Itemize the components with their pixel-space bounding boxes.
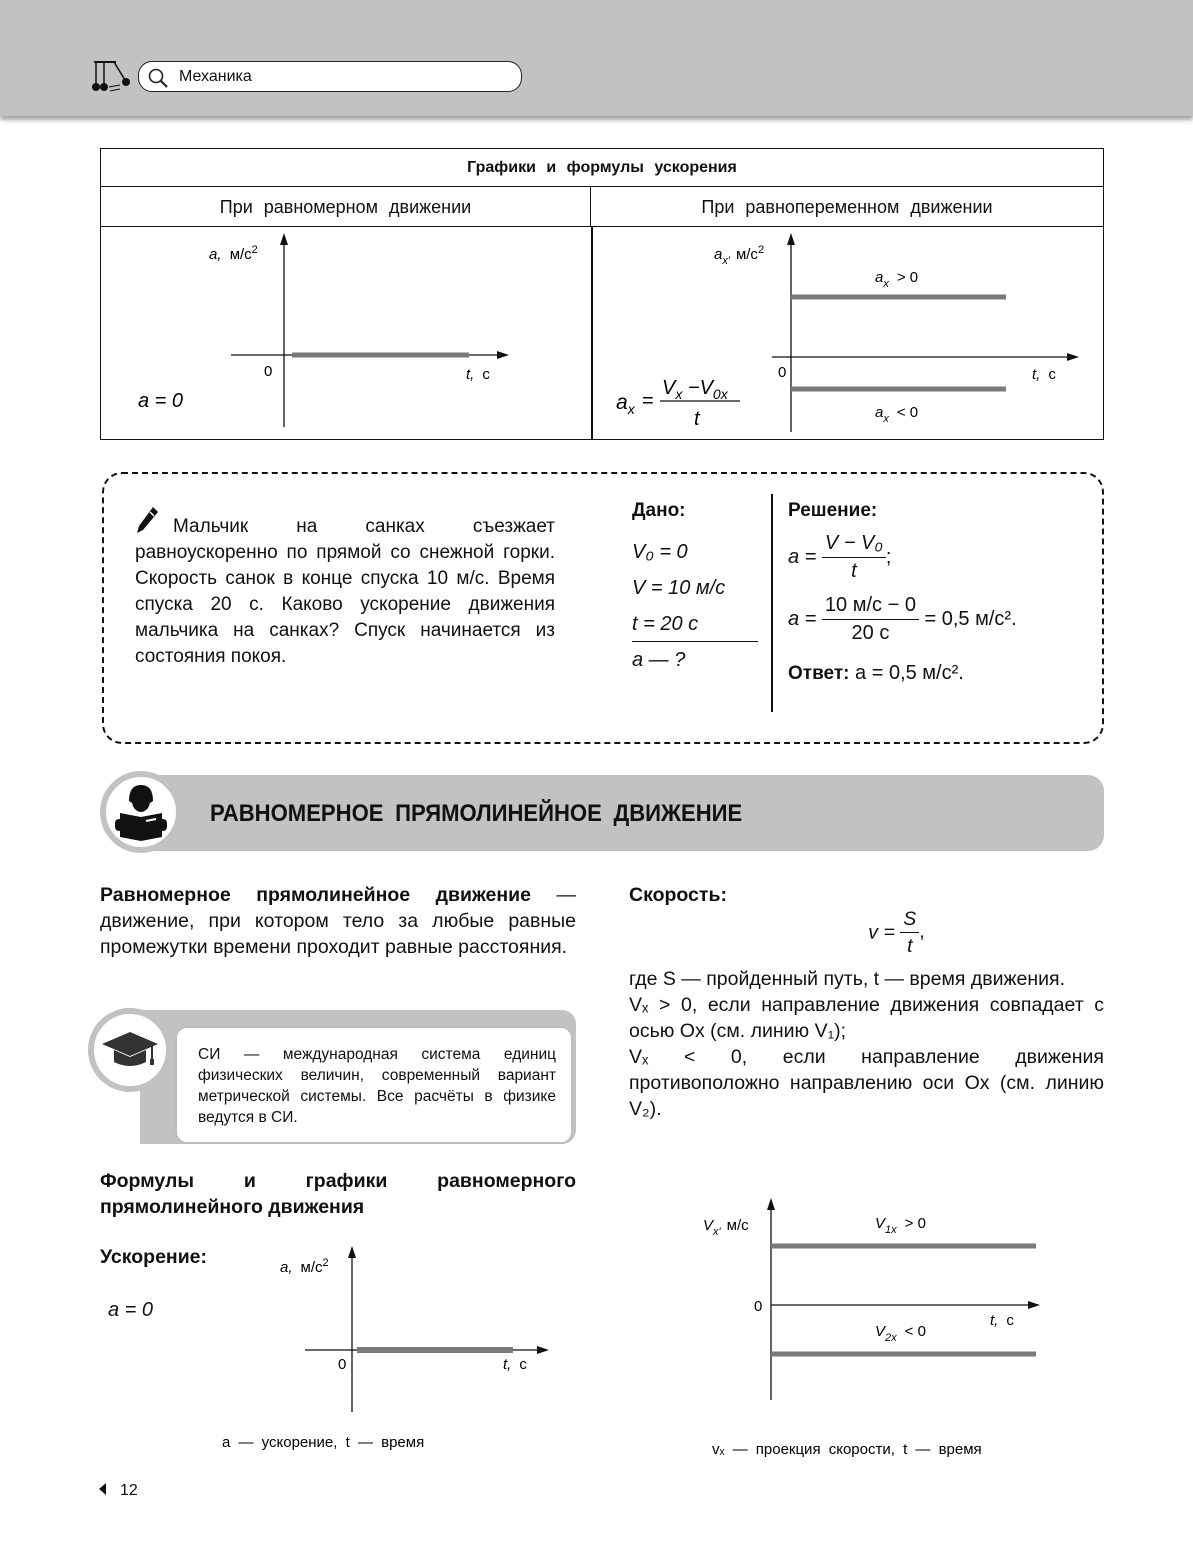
search-label: Механика xyxy=(179,68,252,85)
definition-term: Равномерное прямолинейное движение xyxy=(100,884,532,906)
magnifier-icon xyxy=(147,67,169,89)
svg-text:0: 0 xyxy=(338,1356,347,1373)
acceleration-table xyxy=(100,148,1104,440)
page-number: 12 xyxy=(120,1482,138,1499)
search-field[interactable] xyxy=(138,61,522,92)
svg-text:a,м/с2: a, $м/с^2$ xyxy=(280,1257,329,1276)
acceleration-heading: Ускорение: xyxy=(100,1246,208,1268)
svg-text:ax: $a_x$ xyxy=(616,391,635,417)
svg-text:ax'м/с2: $a_{x'}$ $м/с^2$ xyxy=(714,244,765,267)
si-icon-circle xyxy=(88,1008,172,1092)
reading-person-icon xyxy=(106,777,176,847)
uniform-acceleration-graph xyxy=(101,227,591,439)
speed-condition-positive: Vₓ > 0, если направление движения совпадает с осью Ox (см. линию V₁); xyxy=(629,994,1104,1042)
table-title: Графики и формулы ускорения xyxy=(101,149,1103,187)
variable-acceleration-graph xyxy=(592,227,1104,439)
svg-text:ax< 0: $a_x < 0$ xyxy=(875,404,919,425)
given-heading: Дано: xyxy=(632,500,686,521)
acceleration-formula: a = 0 xyxy=(108,1299,154,1321)
speed-block xyxy=(629,882,1104,1122)
pen-icon xyxy=(135,506,159,534)
answer-value: a = 0,5 м/с². xyxy=(855,662,964,684)
svg-text:Vx −V0x: $V_x -V_{0x}$ xyxy=(662,377,728,402)
svg-text:V2x< 0: $V_{2x} < 0$ xyxy=(875,1323,926,1344)
problem-text: Мальчик на санках съезжает равноускоренно по прямой со снежной горки. Скорость санок в конце спуска 10 м/с. Время спуска 20 с. Каково ускорение движения мальчика на санках? Спуск начинается из состояния покоя. xyxy=(135,506,555,670)
given-unknown: a — ? xyxy=(632,649,686,671)
acceleration-graph xyxy=(200,1240,590,1460)
given-row: t = 20 с xyxy=(632,606,758,642)
svg-text:0: 0 xyxy=(264,363,273,380)
given-block xyxy=(632,500,762,678)
svg-text:V1x> 0: $V_{1x} > 0$ xyxy=(875,1215,926,1236)
column-header-uniform: При равномерном движении xyxy=(101,187,591,227)
solution-heading: Решение: xyxy=(788,500,878,521)
answer-label: Ответ: xyxy=(788,663,850,684)
svg-text:t: t xyxy=(694,408,700,430)
velocity-graph-caption: vₓ — проекция скорости, t — время xyxy=(712,1441,982,1458)
solution-block xyxy=(788,500,1088,685)
section-title: РАВНОМЕРНОЕ ПРЯМОЛИНЕЙНОЕ ДВИЖЕНИЕ xyxy=(210,800,743,827)
svg-text:t,с: t, с xyxy=(503,1356,527,1373)
speed-condition-negative: Vₓ < 0, если направление движения противоположно направлению оси Ox (см. линию V₂). xyxy=(629,1046,1104,1120)
formula-a-zero: a = 0 xyxy=(138,390,184,412)
acceleration-graph-caption: a — ускорение, t — время xyxy=(222,1434,425,1451)
svg-text:t,с: t, с xyxy=(990,1312,1014,1329)
solution-formula-2: a = $\frac{10 м/с - 0}{20 с}$ = 0,5 м/с². xyxy=(788,594,1017,644)
si-note-text: СИ — международная система единиц физических величин, современный вариант метрической системы. Все расчёты в физике ведутся в СИ. xyxy=(198,1046,556,1126)
svg-text:ax> 0: $a_x > 0$ xyxy=(875,269,919,290)
svg-text:0: 0 xyxy=(754,1298,763,1315)
svg-text:0: 0 xyxy=(778,364,787,381)
formulas-heading: Формулы и графики равномерного прямолинейного движения xyxy=(100,1170,576,1218)
header-bar xyxy=(0,0,1193,116)
triangle-left-icon xyxy=(98,1482,108,1496)
graduation-cap-icon xyxy=(94,1014,166,1086)
speed-formula: v = $\frac{S}{t}$ , xyxy=(868,908,925,957)
speed-explanation: где S — пройденный путь, t — время движения. xyxy=(629,968,1066,990)
svg-text:=: = xyxy=(642,390,654,412)
speed-heading: Скорость: xyxy=(629,884,727,906)
newtons-cradle-icon xyxy=(92,60,132,94)
column-header-variable: При равнопеременном движении xyxy=(591,187,1103,227)
svg-text:t,с: t, с xyxy=(1032,366,1056,383)
svg-text:Vx'м/с: $V_{x'}$ м/с xyxy=(703,1217,749,1238)
page-number-block xyxy=(98,1482,138,1500)
answer-line xyxy=(788,662,1088,685)
svg-text:t,с: t, с xyxy=(466,366,490,383)
given-row: V = 10 м/с xyxy=(632,577,726,599)
velocity-graph xyxy=(690,1190,1060,1470)
solution-formula-1: a = $\frac{\text{V − V₀}}{t}$ ; xyxy=(788,532,892,582)
definition: Равномерное прямолинейное движение — движение, при котором тело за любые равные промежутки времени проходит равные расстояния. xyxy=(100,884,577,958)
section-icon-circle xyxy=(100,771,182,853)
given-row: V₀ = 0 xyxy=(632,541,688,563)
svg-text:a, м/с2: a, $м/с^2$ xyxy=(209,244,258,263)
solution-divider xyxy=(771,494,773,712)
